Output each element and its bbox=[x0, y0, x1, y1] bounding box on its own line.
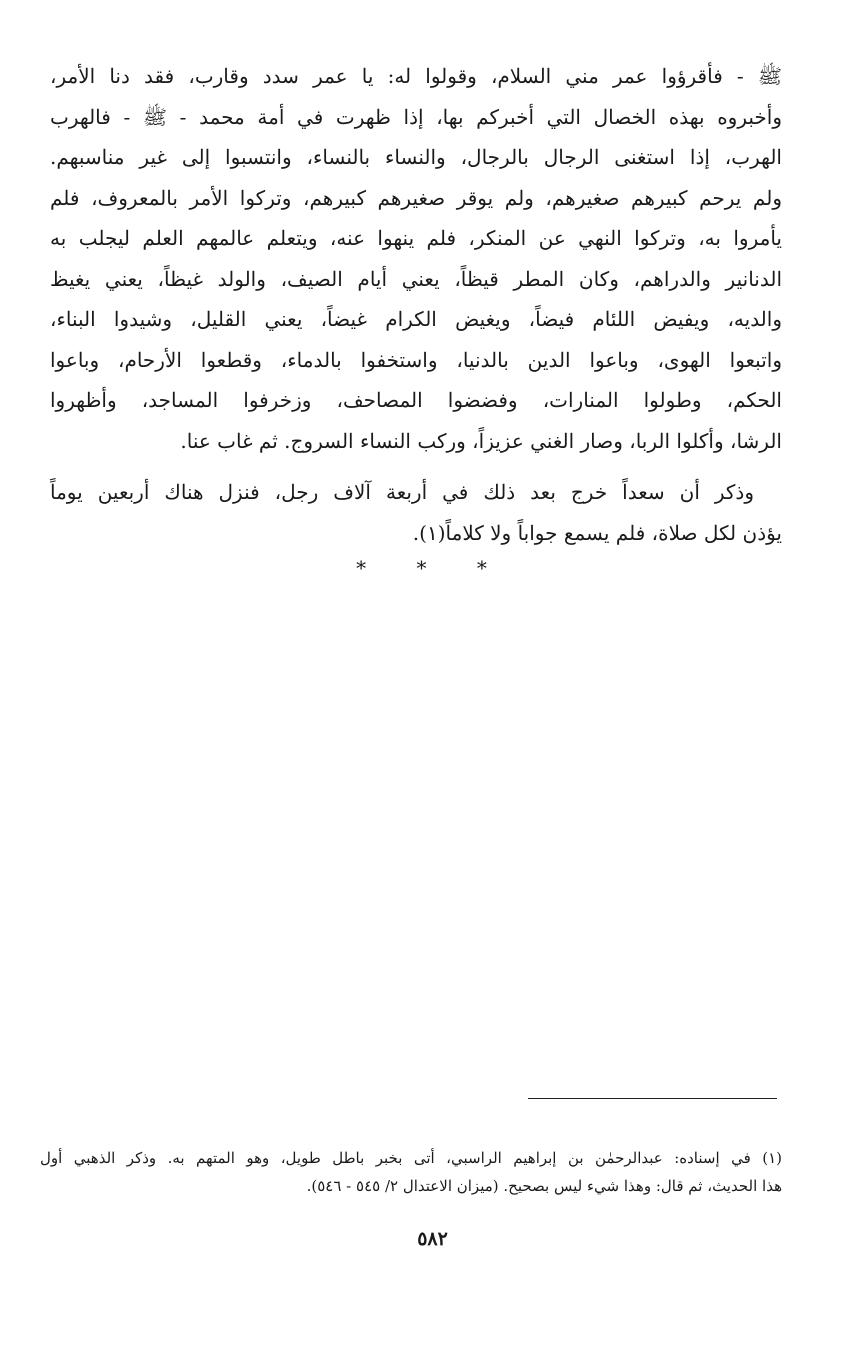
text-line: والديه، ويفيض اللئام فيضاً، ويغيض الكرام غيضاً، يعني القليل، وشيدوا البناء، bbox=[50, 307, 782, 331]
text-line: وذكر أن سعداً خرج بعد ذلك في أربعة آلاف رجل، فنزل هناك أربعين يوماً bbox=[50, 480, 754, 504]
text-line: واتبعوا الهوى، وباعوا الدين بالدنيا، واستخفوا بالدماء، وقطعوا الأرحام، وباعوا bbox=[50, 347, 782, 372]
page-number: ٥٨٢ bbox=[417, 1228, 448, 1250]
text-line: يؤذن لكل صلاة، فلم يسمع جواباً ولا كلاماً(١). bbox=[412, 520, 782, 545]
footnote-divider bbox=[528, 1098, 777, 1099]
text-line: ﷺ - فأقرؤوا عمر مني السلام، وقولوا له: يا عمر سدد وقارب، فقد دنا الأمر، bbox=[50, 64, 782, 88]
text-line: الرشا، وأكلوا الربا، وصار الغني عزيزاً، وركب النساء السروج. ثم غاب عنا. bbox=[180, 428, 782, 453]
text-line: الهرب، إذا استغنى الرجال بالرجال، والنساء بالنساء، وانتسبوا إلى غير مناسبهم. bbox=[50, 145, 782, 169]
text-line: يأمروا به، وتركوا النهي عن المنكر، فلم ينهوا عنه، ويتعلم عالمهم العلم ليجلب به bbox=[50, 226, 782, 250]
footnote-line: هذا الحديث، ثم قال: وهذا شيء ليس بصحيح. (ميزان الاعتدال ٢/ ٥٤٥ - ٥٤٦). bbox=[306, 1177, 782, 1195]
text-line: الدنانير والدراهم، وكان المطر قيظاً، يعني أيام الصيف، والولد غيظاً، يعني يغيظ bbox=[50, 266, 782, 291]
main-paragraph bbox=[50, 56, 782, 461]
text-line: وأخبروه بهذه الخصال التي أخبركم بها، إذا ظهرت في أمة محمد - ﷺ - فالهرب bbox=[50, 104, 782, 129]
section-separator: * * * bbox=[356, 556, 509, 580]
second-paragraph bbox=[50, 472, 782, 553]
footnote-line: (١) في إسناده: عبدالرحمٰن بن إبراهيم الراسبي، أتى بخبر باطل طويل، وهو المتهم به. وذكر الذهبي أول bbox=[40, 1149, 782, 1167]
text-line: ولم يرحم كبيرهم صغيرهم، ولم يوقر صغيرهم كبيرهم، وتركوا الأمر بالمعروف، فلم bbox=[50, 185, 782, 210]
text-line: الحكم، وطولوا المنارات، وفضضوا المصاحف، وزخرفوا المساجد، وأظهروا bbox=[50, 388, 782, 412]
footnote bbox=[40, 1144, 782, 1200]
